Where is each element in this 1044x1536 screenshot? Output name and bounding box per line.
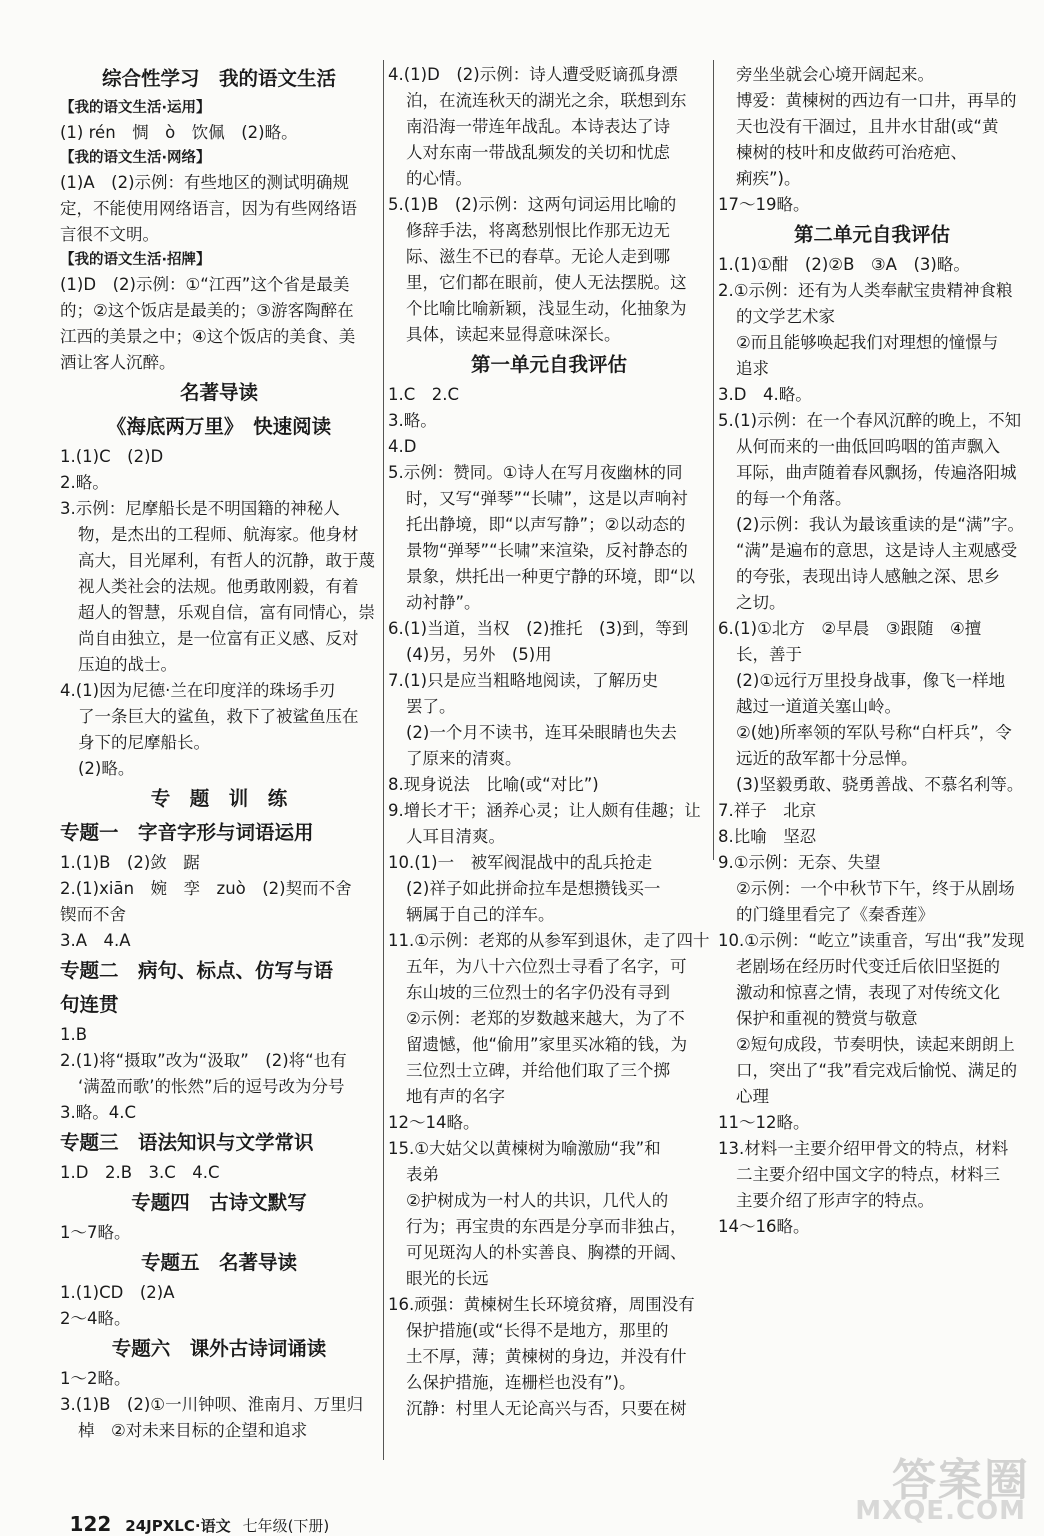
answer-line: 从何而来的一曲低回呜咽的笛声飘入 (736, 437, 1000, 456)
answer-line: (1)A (2)示例：有些地区的测试明确规 (60, 173, 350, 192)
answer-line: 5.(1)B (2)示例：这两句词运用比喻的 (388, 195, 677, 214)
answer-line: 2.(1)xiān 婉 孪 zuò (2)契而不舍 (60, 879, 352, 898)
answer-line: 3.D 4.略。 (718, 385, 812, 404)
answer-line: 12～14略。 (388, 1113, 480, 1132)
answer-line: 老剧场在经历时代变迁后依旧坚挺的 (736, 957, 1000, 976)
answer-column-right (718, 62, 1026, 1240)
answer-line: 地有声的名字 (406, 1087, 505, 1106)
answer-line: 3.示例：尼摩船长是不明国籍的神秘人 (60, 499, 340, 518)
answer-line: 保护措施(或“长得不是地方，那里的 (406, 1321, 669, 1340)
answer-line: 3.A 4.A (60, 931, 131, 950)
answer-line: 保护和重视的赞赏与敬意 (736, 1009, 918, 1028)
answer-line: 长，善于 (736, 645, 802, 664)
answer-line: 具体，读起来显得意味深长。 (406, 325, 621, 344)
answer-line: 压迫的战士。 (78, 655, 177, 674)
answer-line: 3.略。4.C (60, 1103, 137, 1122)
answer-line: 越过一道道关塞山岭。 (736, 697, 901, 716)
answer-line: 五年，为八十六位烈士寻看了名字，可 (406, 957, 687, 976)
answer-line: 2.①示例：还有为人类奉献宝贵精神食粮 (718, 281, 1013, 300)
answer-line: 15.①大姑父以黄楝树为喻激励“我”和 (388, 1139, 661, 1158)
answer-line: 泊，在流连秋天的湖光之余，联想到东 (406, 91, 687, 110)
answer-line: 2～4略。 (60, 1309, 131, 1328)
answer-line: 追求 (736, 359, 769, 378)
grade-label: 七年级(下册) (242, 1517, 330, 1535)
answer-line: 行为；再宝贵的东西是分享而非独占， (406, 1217, 687, 1236)
answer-line: 10.①示例：“屹立”读重音，写出“我”发现 (718, 931, 1025, 950)
answer-line: 主要介绍了形声字的特点。 (736, 1191, 934, 1210)
answer-line: 了一条巨大的鲨鱼，救下了被鲨鱼压在 (78, 707, 359, 726)
watermark-text: 答案圈 (892, 1455, 1030, 1506)
section-heading: 专题二 病句、标点、仿写与语 (60, 959, 334, 982)
answer-line: 言很不文明。 (60, 225, 159, 244)
answer-line: 口，突出了“我”看完戏后愉悦、满足的 (736, 1061, 1018, 1080)
answer-line: 时，又写“弹琴”“长啸”，这是以声响衬 (406, 489, 688, 508)
page-number: 122 (69, 1512, 112, 1536)
answer-line: 耳际，曲声随着春风飘扬，传遍洛阳城 (736, 463, 1017, 482)
answer-line: (2)示例：我认为最该重读的是“满”字。 (736, 515, 1024, 534)
answer-line: 沉静：村里人无论高兴与否，只要在树 (406, 1399, 687, 1418)
answer-line: (1) rén 惆 ò 饮佩 (2)略。 (60, 123, 298, 142)
answer-line: 痢疾”)。 (736, 169, 801, 188)
answer-line: 旁坐坐就会心境开阔起来。 (736, 65, 934, 84)
section-heading: 名著导读 (179, 381, 258, 404)
answer-line: ②示例：一个中秋节下午，终于从剧场 (736, 879, 1015, 898)
answer-line: 3.略。 (388, 411, 437, 430)
answer-line: 物，是杰出的工程师、航海家。他身材 (78, 525, 359, 544)
answer-line: (2)一个月不读书，连耳朵眼睛也失去 (406, 723, 677, 742)
answer-line: 11～12略。 (718, 1113, 810, 1132)
answer-line: 4.(1)因为尼德·兰在印度洋的珠场手刃 (60, 681, 336, 700)
answer-line: 2.略。 (60, 473, 109, 492)
answer-line: 表弟 (406, 1165, 439, 1184)
answer-line: ‘满盈而歌’的怅然”后的逗号改为分号 (78, 1077, 345, 1096)
answer-line: 的夸张，表现出诗人感触之深、思乡 (736, 567, 1000, 586)
answer-line: 可见斑沟人的朴实善良、胸襟的开阔、 (406, 1243, 687, 1262)
answer-line: 远近的敌军都十分忌惮。 (736, 749, 918, 768)
answer-line: 尚自由独立，是一位富有正义感、反对 (78, 629, 359, 648)
section-heading: 专题三 语法知识与文学常识 (60, 1131, 314, 1154)
answer-line: 1.(1)C (2)D (60, 447, 164, 466)
answer-line: 南沿海一带连年战乱。本诗表达了诗 (406, 117, 670, 136)
book-code: 24JPXLC·语文 (125, 1517, 231, 1535)
page-footer (60, 1494, 329, 1536)
answer-line: 超人的智慧，乐观自信，富有同情心，崇 (78, 603, 375, 622)
answer-line: ②示例：老郑的岁数越来越大，为了不 (406, 1009, 685, 1028)
answer-line: 人耳目清爽。 (406, 827, 505, 846)
answer-column-left (60, 62, 378, 1444)
answer-line: 之切。 (736, 593, 786, 612)
section-heading: 专题六 课外古诗词诵读 (111, 1337, 327, 1360)
answer-line: 4.(1)D (2)示例：诗人遭受贬谪孤身漂 (388, 65, 678, 84)
answer-line: 动衬静”。 (406, 593, 481, 612)
answer-line: 景物“弹琴”“长啸”来渲染，反衬静态的 (406, 541, 688, 560)
answer-line: ②(她)所率领的军队号称“白杆兵”，令 (736, 723, 1012, 742)
answer-line: 修辞手法，将离愁别恨比作那无边无 (406, 221, 670, 240)
section-heading: 专题一 字音字形与词语运用 (60, 821, 314, 844)
answer-line: 二主要介绍中国文字的特点，材料三 (736, 1165, 1000, 1184)
section-heading: 第二单元自我评估 (793, 223, 950, 246)
answer-line: 天也没有干涸过，且井水甘甜(或“黄 (736, 117, 999, 136)
answer-line: (3)坚毅勇敢、骁勇善战、不慕名利等。 (736, 775, 1024, 794)
section-heading: 专题四 古诗文默写 (131, 1191, 307, 1214)
answer-line: 1.C 2.C (388, 385, 460, 404)
subsection-label: 【我的语文生活·网络】 (60, 150, 211, 166)
section-heading: 句连贯 (60, 993, 119, 1016)
answer-line: 的门缝里看完了《秦香莲》 (736, 905, 934, 924)
answer-line: 1.(1)①酣 (2)②B ③A (3)略。 (718, 255, 970, 274)
answer-line: 1～2略。 (60, 1369, 131, 1388)
section-heading: 综合性学习 我的语文生活 (101, 67, 336, 90)
answer-line: “满”是遍布的意思，这是诗人主观感受 (736, 541, 1018, 560)
section-heading: 《海底两万里》 快速阅读 (106, 415, 332, 438)
answer-line: 3.(1)B (2)①一川钟呗、淮南月、万里归 (60, 1395, 364, 1414)
answer-line: 辆属于自己的洋车。 (406, 905, 555, 924)
answer-line: 托出静境，即“以声写静”；②以动态的 (406, 515, 686, 534)
answer-line: 里，它们都在眼前，使人无法摆脱。这 (406, 273, 687, 292)
answer-line: 留遗憾，他“偷用”家里买冰箱的钱，为 (406, 1035, 688, 1054)
answer-line: 17～19略。 (718, 195, 810, 214)
answer-line: 6.(1)当道，当权 (2)推托 (3)到，等到 (388, 619, 689, 638)
answer-line: 11.①示例：老郑的从参军到退休，走了四十 (388, 931, 710, 950)
answer-line: 6.(1)①北方 ②早晨 ③跟随 ④擅 (718, 619, 982, 638)
answer-line: 眼光的长远 (406, 1269, 489, 1288)
subsection-label: 【我的语文生活·招牌】 (60, 252, 211, 268)
answer-line: 高大，目光犀利，有哲人的沉静，敢于蔑 (78, 551, 375, 570)
answer-line: 楝树的枝叶和皮做药可治疮疤、 (736, 143, 967, 162)
answer-line: 1.(1)CD (2)A (60, 1283, 175, 1302)
answer-line: (2)略。 (78, 759, 135, 778)
answer-line: 的文学艺术家 (736, 307, 835, 326)
answer-line: 1～7略。 (60, 1223, 131, 1242)
answer-line: 1.(1)B (2)敛 踞 (60, 853, 200, 872)
answer-line: 么保护措施，连栅栏也没有”)。 (406, 1373, 636, 1392)
answer-line: 三位烈士立碑，并给他们取了三个掷 (406, 1061, 670, 1080)
answer-line: 的；②这个饭店是最美的；③游客陶醉在 (60, 301, 354, 320)
section-heading: 专 题 训 练 (150, 787, 288, 810)
answer-line: (4)另，另外 (5)用 (406, 645, 552, 664)
answer-line: 定，不能使用网络语言，因为有些网络语 (60, 199, 357, 218)
answer-line: 5.(1)示例：在一个春风沉醉的晚上，不知 (718, 411, 1022, 430)
answer-line: 1.D 2.B 3.C 4.C (60, 1163, 220, 1182)
answer-line: 身下的尼摩船长。 (78, 733, 210, 752)
answer-line: 了原来的清爽。 (406, 749, 522, 768)
answer-line: 罢了。 (406, 697, 456, 716)
answer-line: (1)D (2)示例：①“江西”这个省是最美 (60, 275, 350, 294)
column-divider (383, 60, 384, 1460)
answer-line: 1.B (60, 1025, 88, 1044)
answer-line: ②而且能够唤起我们对理想的憧憬与 (736, 333, 999, 352)
answer-line: 心理 (736, 1087, 769, 1106)
answer-line: 14～16略。 (718, 1217, 810, 1236)
answer-line: 10.(1)一 被军阀混战中的乱兵抢走 (388, 853, 653, 872)
answer-line: 视人类社会的法规。他勇敢刚毅，有着 (78, 577, 359, 596)
answer-line: 激动和惊喜之情，表现了对传统文化 (736, 983, 1000, 1002)
watermark-logo (855, 1444, 1030, 1526)
answer-line: (2)①远行万里投身战事，像飞一样地 (736, 671, 1006, 690)
answer-line: 4.D (388, 437, 417, 456)
answer-column-middle (388, 62, 710, 1422)
answer-line: 的心情。 (406, 169, 472, 188)
answer-line: 7.(1)只是应当粗略地阅读，了解历史 (388, 671, 659, 690)
answer-line: 9.①示例：无奈、失望 (718, 853, 881, 872)
answer-line: 9.增长才干；涵养心灵；让人颇有佳趣；让 (388, 801, 701, 820)
answer-line: ②护树成为一村人的共识，几代人的 (406, 1191, 669, 1210)
watermark-url: MXQE.COM (855, 1496, 1026, 1526)
answer-line: 8.现身说法 比喻(或“对比”) (388, 775, 599, 794)
column-divider (713, 60, 714, 860)
answer-line: 5.示例：赞同。①诗人在写月夜幽林的同 (388, 463, 683, 482)
answer-line: 人对东南一带战乱频发的关切和忧虑 (406, 143, 670, 162)
answer-line: 7.祥子 北京 (718, 801, 817, 820)
answer-line: 景象，烘托出一种更宁静的环境，即“以 (406, 567, 696, 586)
answer-line: 际、滋生不已的春草。无论人走到哪 (406, 247, 670, 266)
answer-line: 东山坡的三位烈士的名字仍没有寻到 (406, 983, 670, 1002)
answer-line: 13.材料一主要介绍甲骨文的特点，材料 (718, 1139, 1009, 1158)
answer-line: 2.(1)将“摄取”改为“汲取” (2)将“也有 (60, 1051, 347, 1070)
answer-line: 的每一个角落。 (736, 489, 852, 508)
section-heading: 专题五 名著导读 (140, 1251, 297, 1274)
answer-line: 土不厚，薄；黄楝树的身边，并没有什 (406, 1347, 687, 1366)
answer-line: 16.顽强：黄楝树生长环境贫瘠，周围没有 (388, 1295, 695, 1314)
answer-line: 8.比喻 坚忍 (718, 827, 817, 846)
answer-line: (2)祥子如此拼命拉车是想攒钱买一 (406, 879, 661, 898)
answer-line: 棹 ②对未来目标的企望和追求 (78, 1421, 308, 1440)
answer-line: 江西的美景之中；④这个饭店的美食、美 (60, 327, 356, 346)
answer-line: ②短句成段，节奏明快，读起来朗朗上 (736, 1035, 1015, 1054)
section-heading: 第一单元自我评估 (470, 353, 627, 376)
answer-line: 个比喻比喻新颖，浅显生动，化抽象为 (406, 299, 687, 318)
answer-line: 博爱：黄楝树的西边有一口井，再旱的 (736, 91, 1017, 110)
answer-line: 酒让客人沉醉。 (60, 353, 176, 372)
subsection-label: 【我的语文生活·运用】 (60, 100, 211, 116)
answer-line: 锲而不舍 (60, 905, 126, 924)
